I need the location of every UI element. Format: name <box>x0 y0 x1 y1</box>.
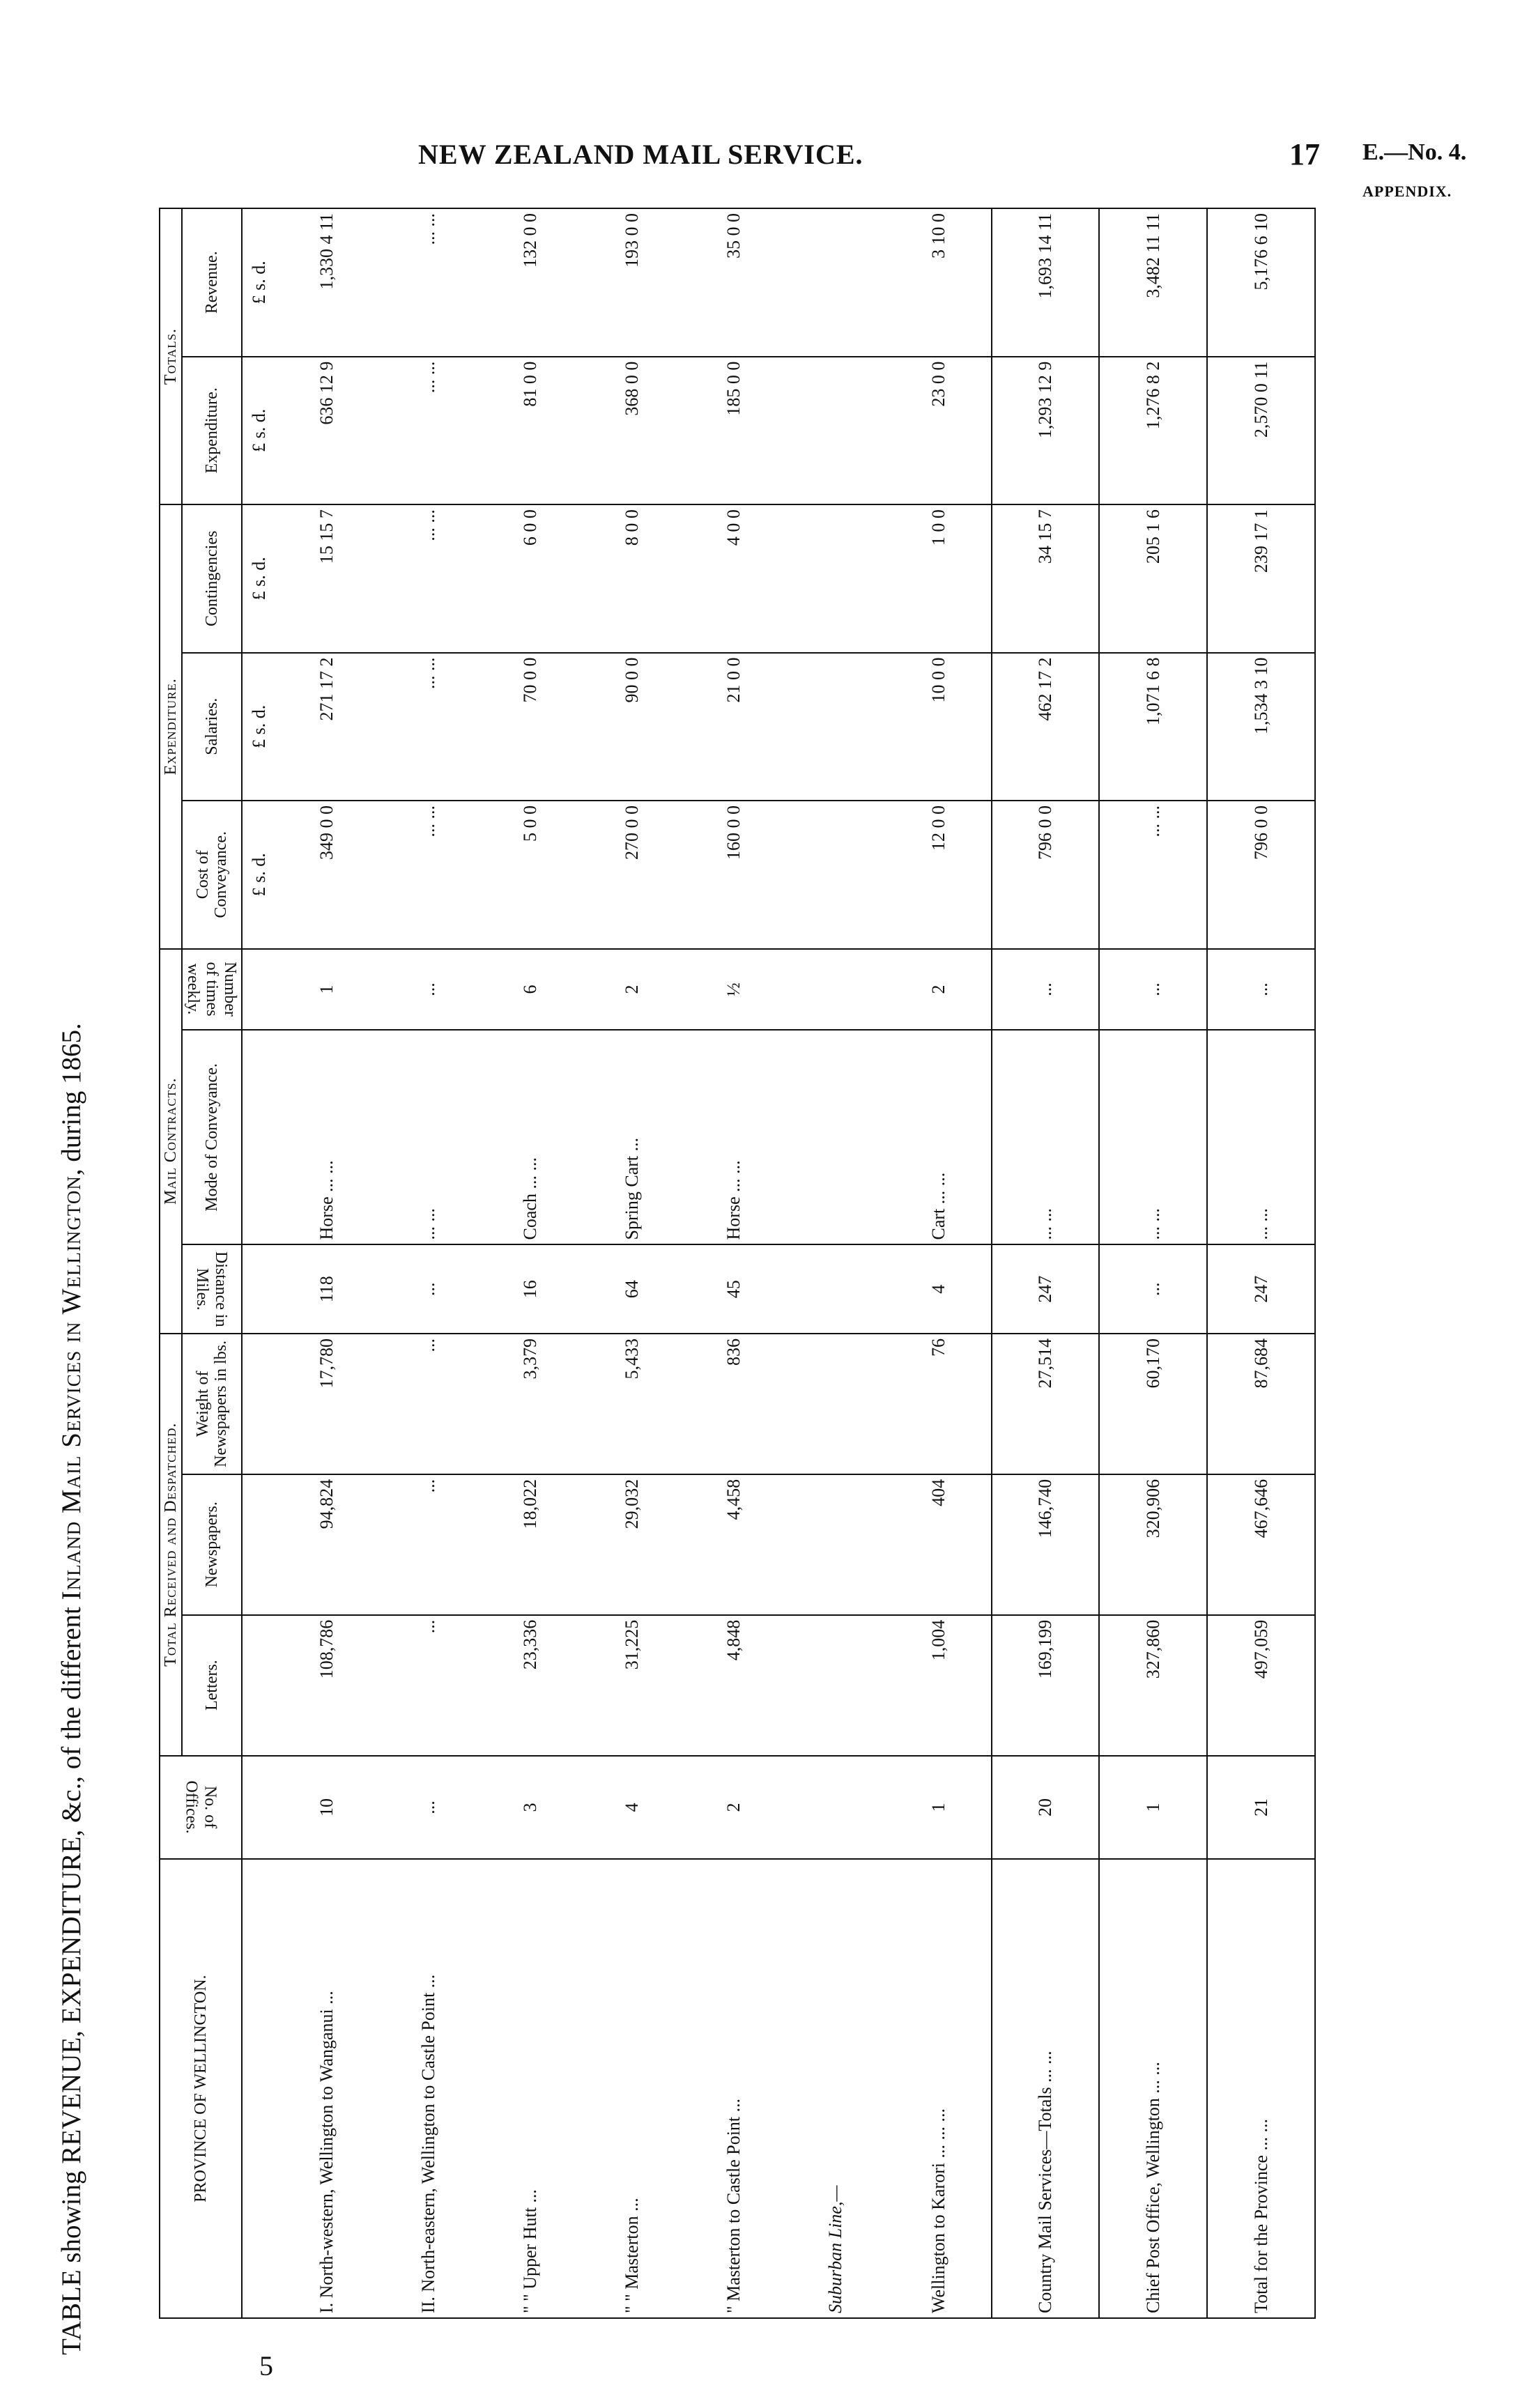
header-salaries: Salaries. <box>182 653 241 801</box>
row-weight: 3,379 <box>479 1334 581 1474</box>
header-contingencies: Contingencies <box>182 504 241 652</box>
row-revenue: 35 0 0 <box>683 208 785 357</box>
row-weight: 27,514 <box>992 1334 1100 1474</box>
row-cost: ... ... <box>1099 801 1207 948</box>
row-revenue: 3,482 11 11 <box>1099 208 1207 357</box>
row-offices: 2 <box>683 1756 785 1860</box>
row-expenditure: ... ... <box>378 357 479 504</box>
summary-row <box>1099 208 1207 2318</box>
row-mode: Spring Cart ... <box>581 1030 683 1244</box>
row-expenditure: 1,293 12 9 <box>992 357 1100 504</box>
sheet-number: 5 <box>259 2350 273 2382</box>
header-row-groups <box>160 208 182 2318</box>
row-salaries: 10 0 0 <box>886 653 991 801</box>
row-salaries: 1,071 6 8 <box>1099 653 1207 801</box>
row-cost: 12 0 0 <box>886 801 991 948</box>
row-expenditure: 1,276 8 2 <box>1099 357 1207 504</box>
appendix-label: APPENDIX. <box>1362 183 1452 200</box>
row-distance: 45 <box>683 1244 785 1333</box>
row-newspapers: 320,906 <box>1099 1474 1207 1615</box>
row-salaries: 271 17 2 <box>276 653 378 801</box>
row-distance: 118 <box>276 1244 378 1333</box>
row-newspapers: 467,646 <box>1207 1474 1315 1615</box>
mail-service-table-wrapper <box>159 208 1316 2319</box>
row-salaries: 21 0 0 <box>683 653 785 801</box>
row-expenditure: 23 0 0 <box>886 357 991 504</box>
row-revenue: 5,176 6 10 <box>1207 208 1315 357</box>
document-code: E.—No. 4. <box>1362 139 1467 165</box>
row-revenue: 1,693 14 11 <box>992 208 1100 357</box>
row-letters: 108,786 <box>276 1615 378 1756</box>
row-offices: ... <box>378 1756 479 1860</box>
row-salaries: 70 0 0 <box>479 653 581 801</box>
row-salaries: 1,534 3 10 <box>1207 653 1315 801</box>
row-expenditure: 636 12 9 <box>276 357 378 504</box>
row-mode: ... ... <box>378 1030 479 1244</box>
row-cost: ... ... <box>378 801 479 948</box>
row-newspapers: ... <box>378 1474 479 1615</box>
units-row <box>242 208 276 2318</box>
header-expenditure: Expenditure. <box>182 357 241 504</box>
table-row <box>479 208 581 2318</box>
units-contingencies: £ s. d. <box>242 504 276 652</box>
header-cost: Cost of Conveyance. <box>182 801 241 948</box>
row-letters: 327,860 <box>1099 1615 1207 1756</box>
row-letters: 497,059 <box>1207 1615 1315 1756</box>
row-newspapers: 404 <box>886 1474 991 1615</box>
row-offices: 20 <box>992 1756 1100 1860</box>
row-weight: 60,170 <box>1099 1334 1207 1474</box>
row-contingencies: 239 17 1 <box>1207 504 1315 652</box>
caption-lead: TABLE showing REVENUE, EXPENDITURE, &c., of the different <box>56 1600 86 2355</box>
row-newspapers: 18,022 <box>479 1474 581 1615</box>
header-distance <box>182 1244 241 1333</box>
row-mode: ... ... <box>992 1030 1100 1244</box>
row-weight: 836 <box>683 1334 785 1474</box>
row-times: ... <box>378 949 479 1031</box>
row-distance: 247 <box>1207 1244 1315 1333</box>
row-distance: 16 <box>479 1244 581 1333</box>
header-group-totals: Totals. <box>160 208 182 504</box>
suburban-heading: Suburban Line,— <box>785 1859 886 2318</box>
row-weight: 87,684 <box>1207 1334 1315 1474</box>
page-title: NEW ZEALAND MAIL SERVICE. <box>418 139 863 170</box>
caption-tail: , during 1865. <box>56 1023 86 1176</box>
row-revenue: 3 10 0 <box>886 208 991 357</box>
row-contingencies: 34 15 7 <box>992 504 1100 652</box>
row-expenditure: 368 0 0 <box>581 357 683 504</box>
row-label: I. North-western, Wellington to Wanganui ... <box>276 1859 378 2318</box>
row-weight: 5,433 <box>581 1334 683 1474</box>
row-times: ½ <box>683 949 785 1031</box>
row-label: " " Masterton ... <box>581 1859 683 2318</box>
row-mode: Horse ... ... <box>276 1030 378 1244</box>
header-no-of-offices <box>160 1756 242 1860</box>
row-times: 6 <box>479 949 581 1031</box>
row-offices: 4 <box>581 1756 683 1860</box>
header-group-total-received: Total Received and Despatched. <box>160 1334 182 1756</box>
row-distance: 247 <box>992 1244 1100 1333</box>
units-cost: £ s. d. <box>242 801 276 948</box>
row-times: ... <box>1207 949 1315 1031</box>
row-cost: 796 0 0 <box>1207 801 1315 948</box>
row-mode: Horse ... ... <box>683 1030 785 1244</box>
row-label: Wellington to Karori ... ... ... <box>886 1859 991 2318</box>
row-offices: 10 <box>276 1756 378 1860</box>
header-newspapers: Newspapers. <box>182 1474 241 1615</box>
row-newspapers: 29,032 <box>581 1474 683 1615</box>
row-newspapers: 146,740 <box>992 1474 1100 1615</box>
row-mode: ... ... <box>1099 1030 1207 1244</box>
row-mode: Coach ... ... <box>479 1030 581 1244</box>
row-mode: ... ... <box>1207 1030 1315 1244</box>
header-times-weekly-text: Number of times weekly. <box>184 962 240 1017</box>
row-offices: 21 <box>1207 1756 1315 1860</box>
row-contingencies: 15 15 7 <box>276 504 378 652</box>
table-row <box>276 208 378 2318</box>
table-row <box>378 208 479 2318</box>
row-expenditure: 2,570 0 11 <box>1207 357 1315 504</box>
row-distance: 4 <box>886 1244 991 1333</box>
row-contingencies: 1 0 0 <box>886 504 991 652</box>
row-cost: 270 0 0 <box>581 801 683 948</box>
mail-service-table <box>159 208 1316 2319</box>
row-expenditure: 81 0 0 <box>479 357 581 504</box>
row-weight: 17,780 <box>276 1334 378 1474</box>
row-offices: 3 <box>479 1756 581 1860</box>
row-letters: 1,004 <box>886 1615 991 1756</box>
summary-row <box>992 208 1100 2318</box>
table-row <box>581 208 683 2318</box>
suburban-heading-row <box>785 208 886 2318</box>
row-times: 2 <box>886 949 991 1031</box>
row-label: " Masterton to Castle Point ... <box>683 1859 785 2318</box>
row-cost: 796 0 0 <box>992 801 1100 948</box>
row-cost: 5 0 0 <box>479 801 581 948</box>
table-caption <box>56 474 87 2355</box>
row-distance: ... <box>378 1244 479 1333</box>
row-salaries: ... ... <box>378 653 479 801</box>
header-province: PROVINCE OF WELLINGTON. <box>160 1859 242 2318</box>
row-newspapers: 4,458 <box>683 1474 785 1615</box>
header-times-weekly <box>182 949 241 1031</box>
row-newspapers: 94,824 <box>276 1474 378 1615</box>
row-contingencies: 205 1 6 <box>1099 504 1207 652</box>
row-weight: ... <box>378 1334 479 1474</box>
header-revenue: Revenue. <box>182 208 241 357</box>
units-revenue: £ s. d. <box>242 208 276 357</box>
row-times: ... <box>1099 949 1207 1031</box>
table-row <box>886 208 991 2318</box>
row-contingencies: 8 0 0 <box>581 504 683 652</box>
header-group-mail-contracts: Mail Contracts. <box>160 949 182 1334</box>
header-weight: Weight of Newspapers in lbs. <box>182 1334 241 1474</box>
units-salaries: £ s. d. <box>242 653 276 801</box>
row-revenue: 1,330 4 11 <box>276 208 378 357</box>
row-letters: 23,336 <box>479 1615 581 1756</box>
header-group-expenditure: Expenditure. <box>160 504 182 948</box>
row-revenue: 193 0 0 <box>581 208 683 357</box>
header-letters: Letters. <box>182 1615 241 1756</box>
row-label: Chief Post Office, Wellington ... ... <box>1099 1859 1207 2318</box>
row-revenue: 132 0 0 <box>479 208 581 357</box>
row-contingencies: 4 0 0 <box>683 504 785 652</box>
row-label: Country Mail Services—Totals ... ... <box>992 1859 1100 2318</box>
row-offices: 1 <box>1099 1756 1207 1860</box>
total-row <box>1207 208 1315 2318</box>
row-label: II. North-eastern, Wellington to Castle Point ... <box>378 1859 479 2318</box>
row-times: ... <box>992 949 1100 1031</box>
row-times: 2 <box>581 949 683 1031</box>
header-no-of-offices-text: No. of Offices. <box>182 1780 220 1835</box>
row-letters: 169,199 <box>992 1615 1100 1756</box>
row-distance: ... <box>1099 1244 1207 1333</box>
row-mode: Cart ... ... <box>886 1030 991 1244</box>
row-expenditure: 185 0 0 <box>683 357 785 504</box>
row-cost: 160 0 0 <box>683 801 785 948</box>
header-distance-text: Distance in Miles. <box>193 1251 231 1327</box>
row-label: " " Upper Hutt ... <box>479 1859 581 2318</box>
row-times: 1 <box>276 949 378 1031</box>
row-letters: ... <box>378 1615 479 1756</box>
row-contingencies: ... ... <box>378 504 479 652</box>
row-salaries: 90 0 0 <box>581 653 683 801</box>
row-label: Total for the Province ... ... <box>1207 1859 1315 2318</box>
caption-small-caps: Inland Mail Services in Wellington <box>56 1175 86 1600</box>
header-mode: Mode of Conveyance. <box>182 1030 241 1244</box>
row-offices: 1 <box>886 1756 991 1860</box>
row-revenue: ... ... <box>378 208 479 357</box>
row-cost: 349 0 0 <box>276 801 378 948</box>
row-contingencies: 6 0 0 <box>479 504 581 652</box>
row-weight: 76 <box>886 1334 991 1474</box>
row-letters: 31,225 <box>581 1615 683 1756</box>
table-row <box>683 208 785 2318</box>
row-letters: 4,848 <box>683 1615 785 1756</box>
row-salaries: 462 17 2 <box>992 653 1100 801</box>
row-distance: 64 <box>581 1244 683 1333</box>
units-expenditure: £ s. d. <box>242 357 276 504</box>
page-number: 17 <box>1289 137 1320 171</box>
